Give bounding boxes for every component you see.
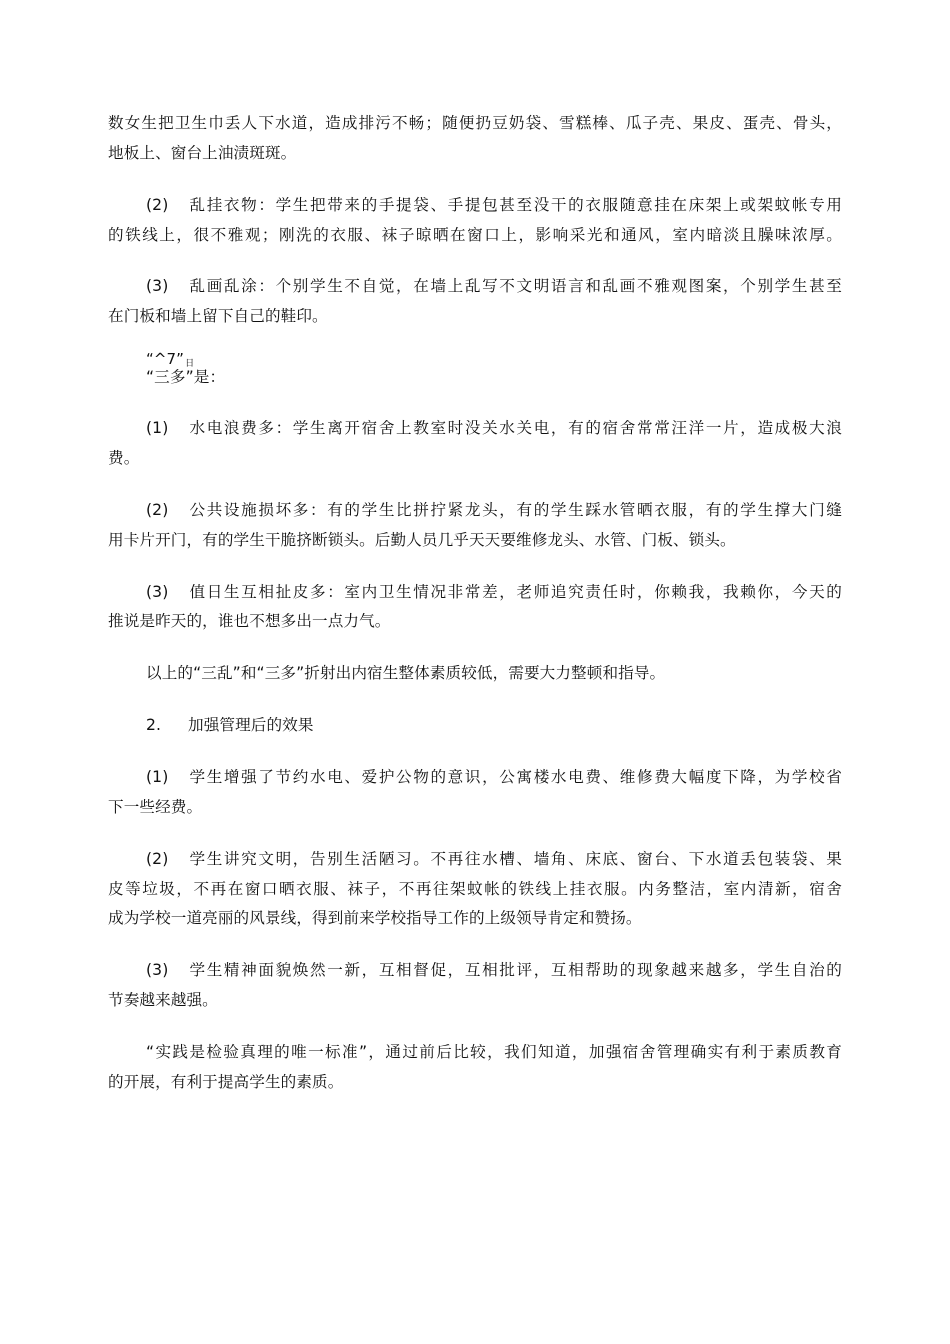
paragraph-line: 下一些经费。: [108, 798, 203, 816]
list-text: 乱挂衣物：学生把带来的手提袋、手提包甚至没干的衣服随意挂在床架上或架蚊帐专用: [188, 196, 842, 214]
garbled-text: “^7”: [146, 350, 185, 368]
list-item-line: [146, 582, 842, 602]
paragraph-line: 的开展，有利于提高学生的素质。: [108, 1073, 344, 1091]
section-heading: [146, 715, 842, 735]
paragraph-line: 用卡片开门，有的学生干脆挤断锁头。后勤人员几乎天天要维修龙头、水管、门板、锁头。: [108, 531, 736, 549]
conclusion-line: “实践是检验真理的唯一标准”，通过前后比较，我们知道，加强宿舍管理确实有利于素质教育: [146, 1043, 842, 1061]
section-heading: “三多”是：: [146, 368, 226, 386]
list-item-line: [146, 195, 842, 215]
list-number: (3): [146, 583, 169, 601]
list-item-line: [146, 500, 842, 520]
paragraph-line: 皮等垃圾，不再在窗口晒衣服、袜子，不再往架蚊帐的铁线上挂衣服。内务整洁，室内清新，宿舍: [108, 880, 842, 898]
paragraph-line: 推说是昨天的，谁也不想多出一点力气。: [108, 612, 391, 630]
garbled-line: [146, 350, 842, 368]
list-item-line: [146, 418, 842, 438]
section-number: 2.: [146, 716, 162, 734]
list-item-line: [146, 960, 842, 980]
paragraph-line: 的铁线上，很不雅观；刚洗的衣服、袜子晾晒在窗口上，影响采光和通风，室内暗淡且臊味浓厚。: [108, 226, 842, 244]
paragraph-line: 数女生把卫生巾丢人下水道，造成排污不畅；随便扔豆奶袋、雪糕棒、瓜子壳、果皮、蛋壳、骨头，: [108, 114, 842, 132]
list-number: (1): [146, 768, 169, 786]
list-text: 学生精神面貌焕然一新，互相督促，互相批评，互相帮助的现象越来越多，学生自治的: [188, 961, 842, 979]
list-item-line: [146, 767, 842, 787]
paragraph-line: 在门板和墙上留下自己的鞋印。: [108, 307, 328, 325]
paragraph-line: 地板上、窗台上油渍斑斑。: [108, 144, 297, 162]
list-number: (2): [146, 501, 169, 519]
garbled-sup: 日: [185, 359, 195, 368]
list-text: 学生讲究文明，告别生活陋习。不再往水槽、墙角、床底、窗台、下水道丢包装袋、果: [188, 850, 842, 868]
list-text: 学生增强了节约水电、爱护公物的意识，公寓楼水电费、维修费大幅度下降，为学校省: [188, 768, 842, 786]
list-number: (1): [146, 419, 169, 437]
summary-line: 以上的“三乱”和“三多”折射出内宿生整体素质较低，需要大力整顿和指导。: [146, 664, 666, 682]
list-text: 乱画乱涂：个别学生不自觉，在墙上乱写不文明语言和乱画不雅观图案，个别学生甚至: [188, 277, 842, 295]
list-text: 水电浪费多：学生离开宿舍上教室时没关水关电，有的宿舍常常汪洋一片，造成极大浪: [188, 419, 842, 437]
list-item-line: [146, 276, 842, 296]
list-text: 公共设施损坏多：有的学生比拼拧紧龙头，有的学生踩水管晒衣服，有的学生撑大门缝: [188, 501, 842, 519]
list-number: (3): [146, 961, 169, 979]
paragraph-line: 节奏越来越强。: [108, 991, 218, 1009]
list-item-line: [146, 849, 842, 869]
list-number: (2): [146, 850, 169, 868]
list-number: (2): [146, 196, 169, 214]
list-number: (3): [146, 277, 169, 295]
paragraph-line: 费。: [108, 449, 140, 467]
section-title: 加强管理后的效果: [188, 716, 314, 734]
paragraph-line: 成为学校一道亮丽的风景线，得到前来学校指导工作的上级领导肯定和赞扬。: [108, 909, 642, 927]
list-text: 值日生互相扯皮多：室内卫生情况非常差，老师追究责任时，你赖我，我赖你，今天的: [188, 583, 842, 601]
